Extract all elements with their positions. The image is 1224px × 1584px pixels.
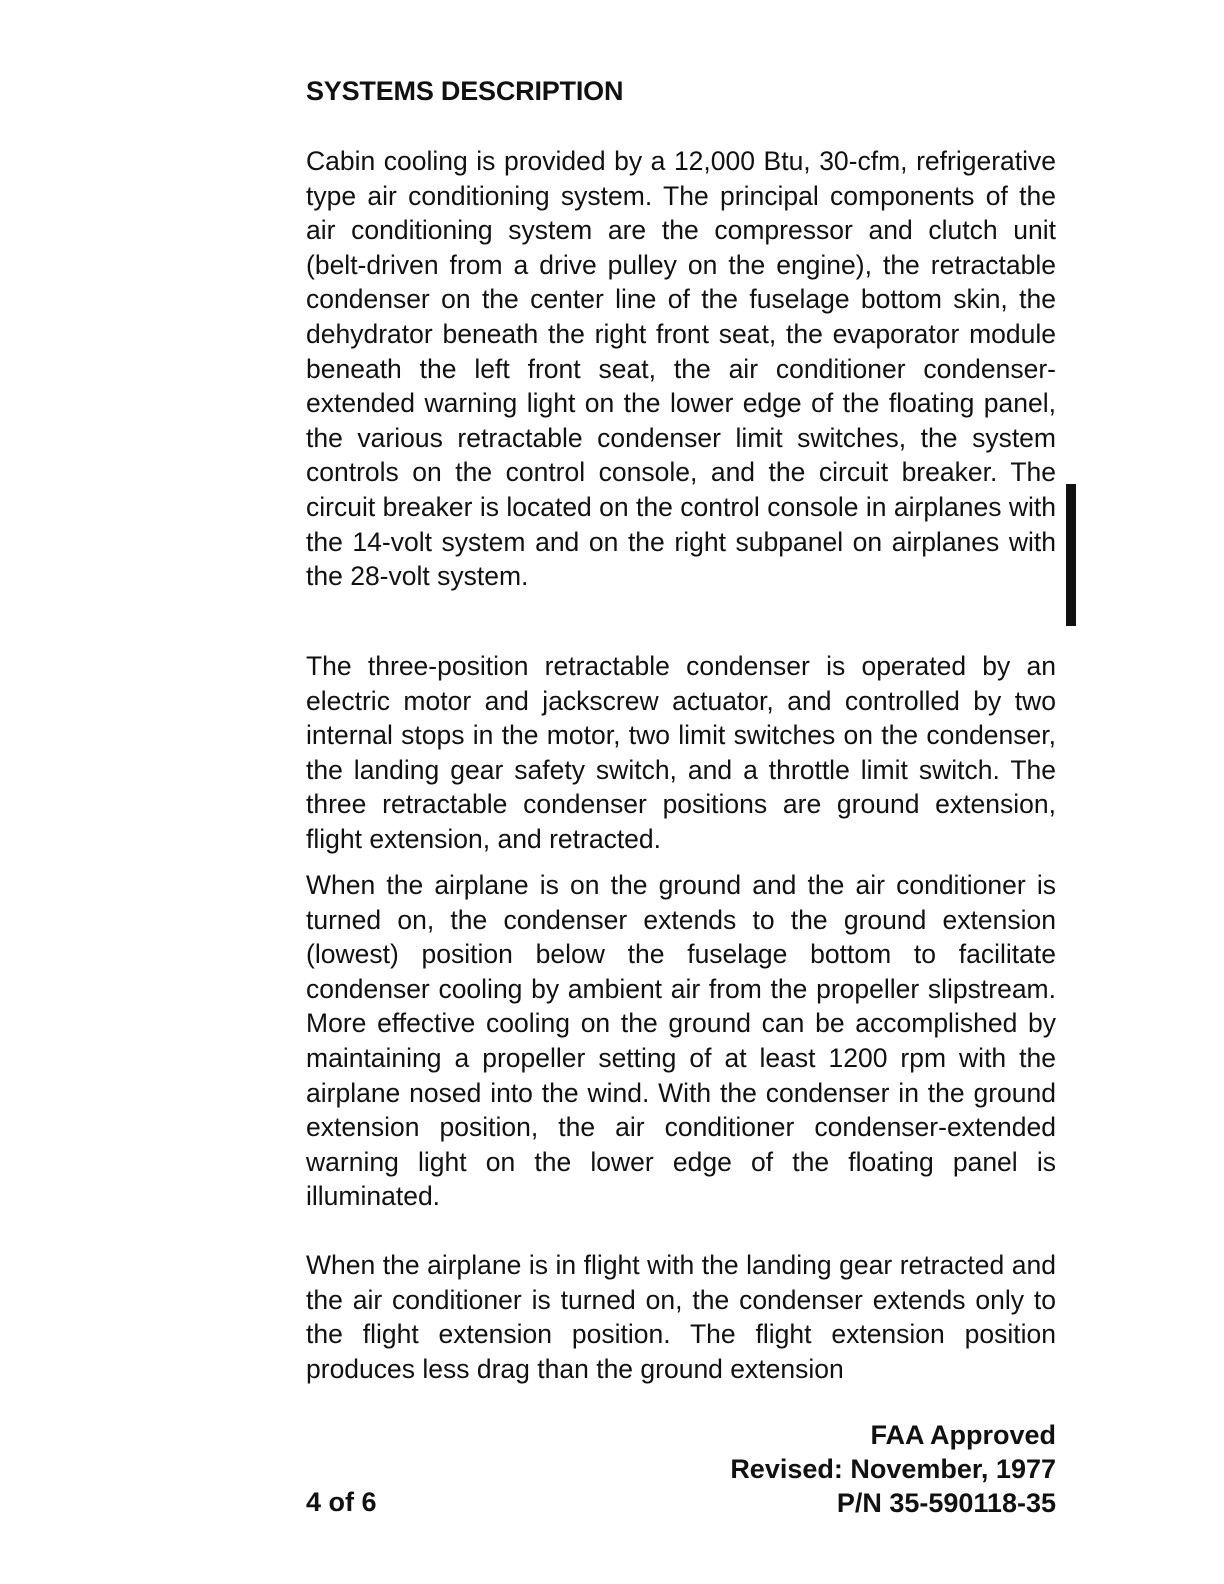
paragraph-retractable-condenser: The three-position retractable condenser is operated by an electric motor and jackscrew actuator, and controlled by two internal stops in the motor, two limit switches on the condenser, the landing gear safety switch, and a throttle limit switch. The three retractable condenser positions are ground extension, flight extension, and retracted. (306, 651, 1056, 854)
paragraph-flight-operation: When the airplane is in flight with the landing gear retracted and the air conditioner is turned on, the condenser extends only to the flight extension position. The flight extension position produces less drag than the ground extension (306, 1250, 1056, 1384)
page-number: 4 of 6 (306, 1487, 377, 1517)
paragraph-ground-operation: When the airplane is on the ground and the air conditioner is turned on, the condenser extends to the ground extension (lowest) position below the fuselage bottom to facilitate condenser cooling by ambient air from the propeller slipstream. More effective cooling on the ground can be accomplished by maintaining a propeller setting of at least 1200 rpm with the airplane nosed into the wind. With the condenser in the ground extension position, the air conditioner condenser-extended warning light on the lower edge of the floating panel is illuminated. (306, 870, 1056, 1212)
revision-date: Revised: November, 1977 (730, 1454, 1056, 1484)
part-number: P/N 35-590118-35 (836, 1488, 1056, 1518)
footer-approval-block (730, 1418, 1056, 1520)
revision-change-bar (1066, 484, 1076, 626)
section-heading: SYSTEMS DESCRIPTION (306, 76, 624, 106)
paragraph-cabin-cooling: Cabin cooling is provided by a 12,000 Btu, 30-cfm, refrigerative type air conditioning system. The principal components of the air conditioning system are the compressor and clutch unit (belt-driven from a drive pulley on the engine), the retractable condenser on the center line of the fuselage bottom skin, the dehydrator beneath the right front seat, the evaporator module beneath the left front seat, the air conditioner condenser-extended warning light on the lower edge of the floating panel, the various retractable condenser limit switches, the system controls on the control console, and the circuit breaker. The circuit breaker is located on the control console in airplanes with the 14-volt system and on the right subpanel on airplanes with the 28-volt system. (306, 146, 1056, 592)
faa-approved-label: FAA Approved (870, 1420, 1056, 1450)
